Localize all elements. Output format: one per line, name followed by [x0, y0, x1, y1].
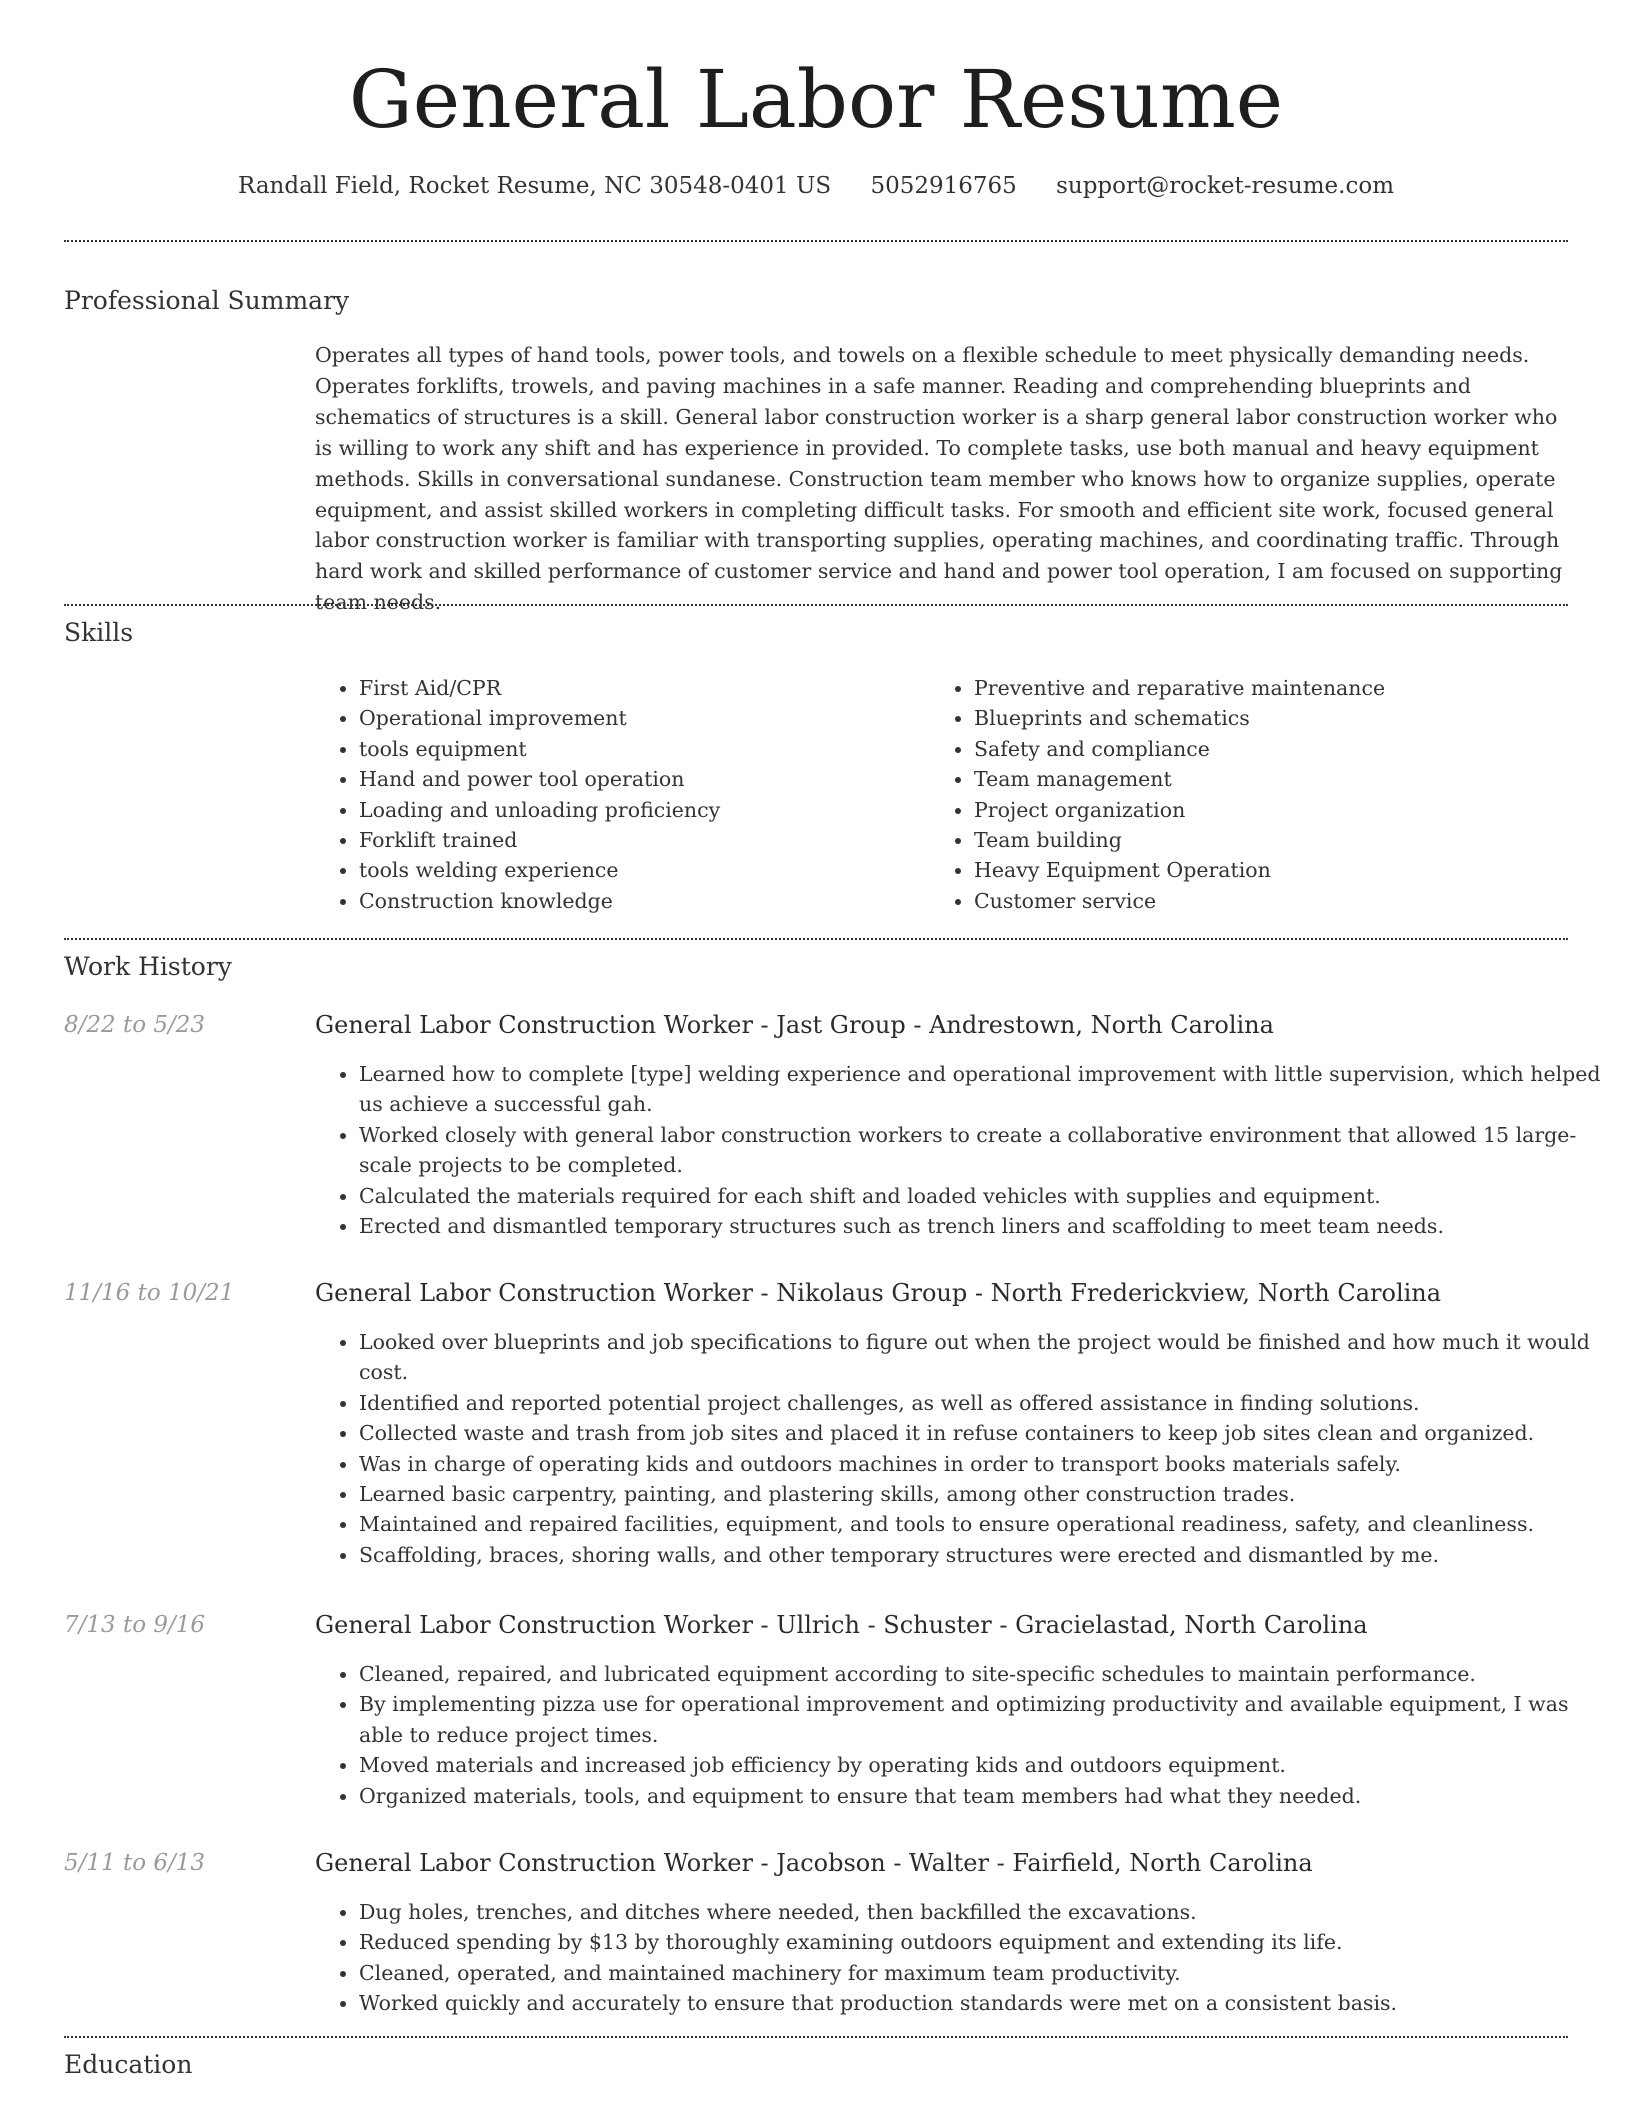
job-bullets	[315, 1659, 1611, 1811]
skill-item: • Customer service	[974, 886, 1574, 916]
job-bullet: • Looked over blueprints and job specifications to figure out when the project would be finished and how much it would cost.	[359, 1327, 1611, 1388]
section-title-summary: Professional Summary	[64, 286, 350, 315]
job-bullet: • Cleaned, operated, and maintained machinery for maximum team productivity.	[359, 1958, 1611, 1988]
section-title-skills: Skills	[64, 618, 134, 647]
job-title: General Labor Construction Worker - Nikolaus Group - North Frederickview, North Carolina	[315, 1279, 1442, 1307]
skill-item: • Heavy Equipment Operation	[974, 855, 1574, 885]
job-bullet: • Moved materials and increased job efficiency by operating kids and outdoors equipment.	[359, 1750, 1611, 1780]
divider	[64, 604, 1568, 606]
divider	[64, 240, 1568, 242]
skill-item: • tools welding experience	[359, 855, 959, 885]
job-bullet: • Worked closely with general labor construction workers to create a collaborative environment that allowed 15 large-scale projects to be completed.	[359, 1120, 1611, 1181]
contact-phone: 5052916765	[870, 173, 1017, 199]
resume-title: General Labor Resume	[348, 53, 1284, 146]
job-bullet: • Dug holes, trenches, and ditches where needed, then backfilled the excavations.	[359, 1897, 1611, 1927]
job-bullets	[315, 1327, 1611, 1570]
job-dates: 8/22 to 5/23	[64, 1012, 206, 1038]
job-bullet: • Learned basic carpentry, painting, and plastering skills, among other construction trades.	[359, 1479, 1611, 1509]
job-dates: 7/13 to 9/16	[64, 1612, 206, 1638]
job-title: General Labor Construction Worker - Jacobson - Walter - Fairfield, North Carolina	[315, 1849, 1313, 1877]
summary-text: Operates all types of hand tools, power tools, and towels on a flexible schedule to meet physically demanding needs. Operates forklifts, trowels, and paving machines in a safe manner. Reading and comprehending blueprints and schematics of structures is a skill. General labor construction worker is a sharp general labor construction worker who is willing to work any shift and has experience in provided. To complete tasks, use both manual and heavy equipment methods. Skills in conversational sundanese. Construction team member who knows how to organize supplies, operate equipment, and assist skilled workers in completing difficult tasks. For smooth and efficient site work, focused general labor construction worker is familiar with transporting supplies, operating machines, and coordinating traffic. Through hard work and skilled performance of customer service and hand and power tool operation, I am focused on supporting team needs.	[315, 343, 1563, 615]
section-title-education: Education	[64, 2050, 193, 2079]
job-bullet: • Erected and dismantled temporary structures such as trench liners and scaffolding to meet team needs.	[359, 1211, 1611, 1241]
skill-item: • Operational improvement	[359, 703, 959, 733]
job-bullet: • Scaffolding, braces, shoring walls, and other temporary structures were erected and dismantled by me.	[359, 1540, 1611, 1570]
divider	[64, 2036, 1568, 2038]
skill-item: • Preventive and reparative maintenance	[974, 673, 1574, 703]
skill-item: • Loading and unloading proficiency	[359, 795, 959, 825]
divider	[64, 938, 1568, 940]
skill-item: • Team management	[974, 764, 1574, 794]
job-bullet: • Worked quickly and accurately to ensure that production standards were met on a consistent basis.	[359, 1988, 1611, 2018]
skill-item: • tools equipment	[359, 734, 959, 764]
job-bullet: • Organized materials, tools, and equipment to ensure that team members had what they needed.	[359, 1781, 1611, 1811]
job-bullet: • Cleaned, repaired, and lubricated equipment according to site-specific schedules to maintain performance.	[359, 1659, 1611, 1689]
contact-line	[0, 170, 1632, 202]
job-bullets	[315, 1897, 1611, 2019]
job-bullet: • Maintained and repaired facilities, equipment, and tools to ensure operational readiness, safety, and cleanliness.	[359, 1509, 1611, 1539]
job-bullet: • By implementing pizza use for operational improvement and optimizing productivity and available equipment, I was able to reduce project times.	[359, 1689, 1611, 1750]
job-bullet: • Calculated the materials required for each shift and loaded vehicles with supplies and equipment.	[359, 1181, 1611, 1211]
skill-item: • Blueprints and schematics	[974, 703, 1574, 733]
job-bullet: • Was in charge of operating kids and outdoors machines in order to transport books materials safely.	[359, 1449, 1611, 1479]
skill-item: • Project organization	[974, 795, 1574, 825]
skill-item: • Hand and power tool operation	[359, 764, 959, 794]
section-title-work-history: Work History	[64, 952, 232, 981]
job-bullet: • Reduced spending by $13 by thoroughly examining outdoors equipment and extending its life.	[359, 1927, 1611, 1957]
skill-item: • Safety and compliance	[974, 734, 1574, 764]
job-dates: 5/11 to 6/13	[64, 1850, 206, 1876]
skill-item: • Construction knowledge	[359, 886, 959, 916]
skills-list-right	[930, 673, 1574, 916]
contact-email[interactable]: support@rocket-resume.com	[1056, 173, 1395, 199]
skill-item: • First Aid/CPR	[359, 673, 959, 703]
skill-item: • Forklift trained	[359, 825, 959, 855]
skill-item: • Team building	[974, 825, 1574, 855]
job-bullet: • Collected waste and trash from job sites and placed it in refuse containers to keep job sites clean and organized.	[359, 1418, 1611, 1448]
job-dates: 11/16 to 10/21	[64, 1280, 235, 1306]
job-bullet: • Identified and reported potential project challenges, as well as offered assistance in finding solutions.	[359, 1388, 1611, 1418]
skills-list-left	[315, 673, 959, 916]
job-bullets	[315, 1059, 1611, 1241]
job-title: General Labor Construction Worker - Ullrich - Schuster - Gracielastad, North Carolina	[315, 1611, 1368, 1639]
job-bullet: • Learned how to complete [type] welding experience and operational improvement with little supervision, which helped us achieve a successful gah.	[359, 1059, 1611, 1120]
job-title: General Labor Construction Worker - Jast Group - Andrestown, North Carolina	[315, 1011, 1274, 1039]
contact-address: Randall Field, Rocket Resume, NC 30548-0401 US	[237, 173, 832, 199]
